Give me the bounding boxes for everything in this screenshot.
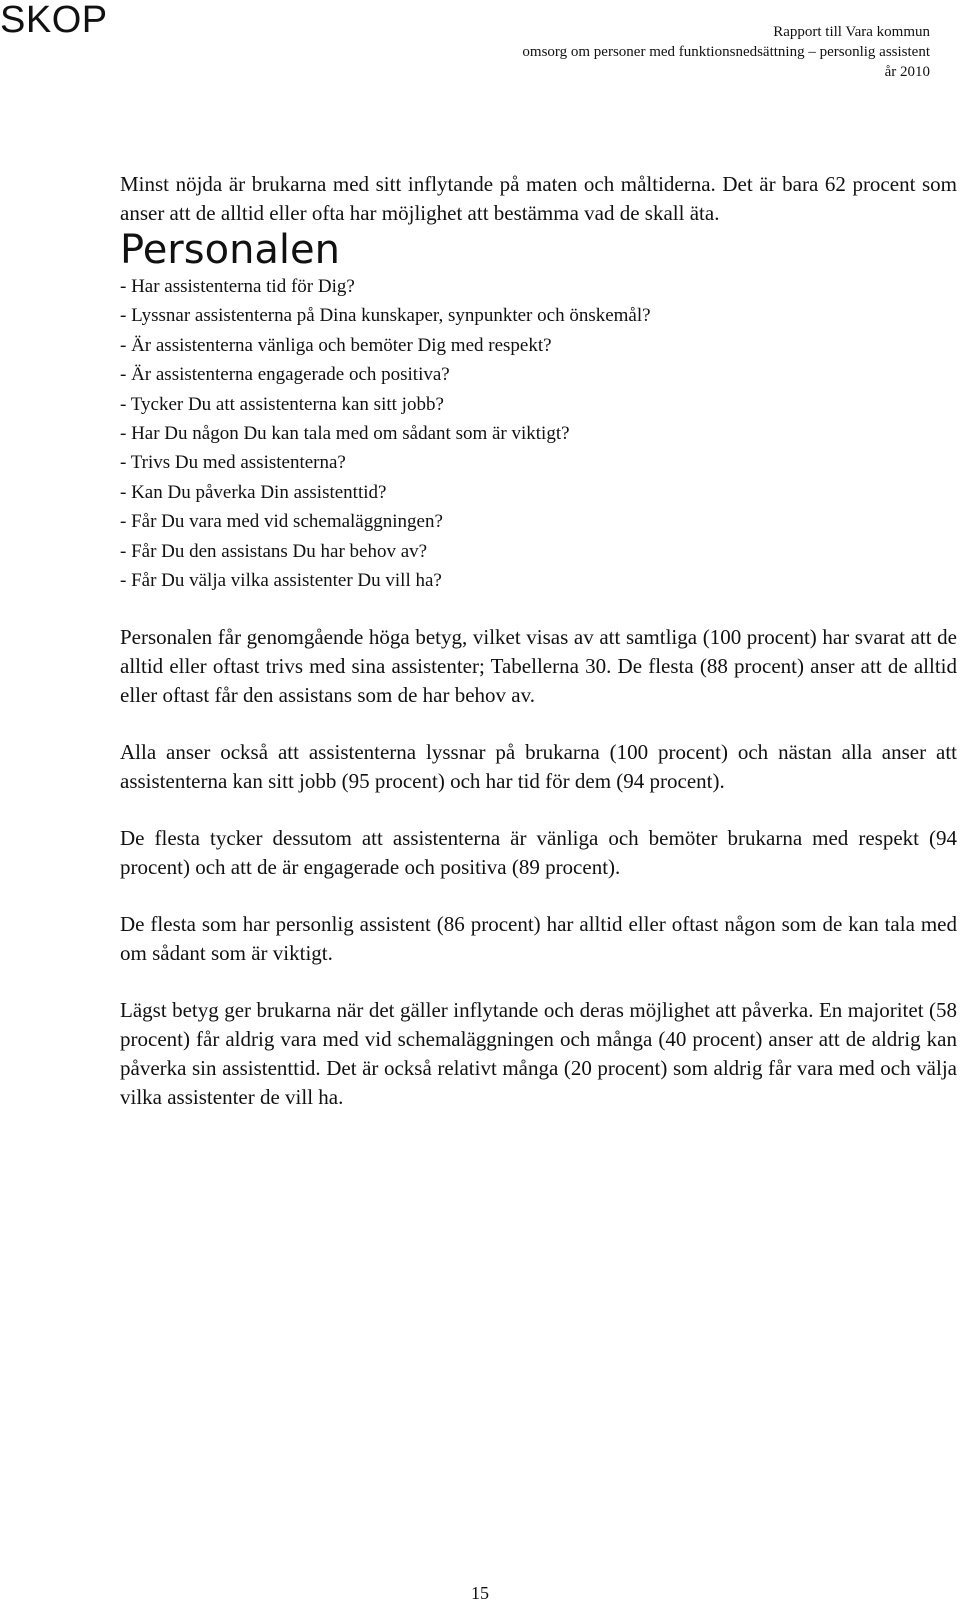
body-paragraph: Lägst betyg ger brukarna när det gäller inflytande och deras möjlighet att påverka. En majoritet (58 procent) får aldrig vara med vid schemaläggningen och många (40 procent) anser att de aldrig kan påverka sin assistenttid. Det är också relativt många (20 procent) som aldrig får vara med och välja vilka assistenter de vill ha. xyxy=(120,998,957,1110)
page-content xyxy=(120,170,957,1112)
question-item: - Är assistenterna engagerade och positiva? xyxy=(120,364,450,386)
header-report-subject: omsorg om personer med funktionsnedsättning – personlig assistent xyxy=(522,44,930,60)
question-item: - Får Du den assistans Du har behov av? xyxy=(120,540,428,562)
question-item: - Tycker Du att assistenterna kan sitt jobb? xyxy=(120,393,444,415)
report-header xyxy=(522,22,930,82)
skop-logo: SKOP xyxy=(0,0,108,41)
question-item: - Får Du vara med vid schemaläggningen? xyxy=(120,511,443,533)
question-item: - Får Du välja vilka assistenter Du vill ha? xyxy=(120,570,442,592)
question-item: - Lyssnar assistenterna på Dina kunskaper, synpunkter och önskemål? xyxy=(120,305,651,327)
question-item: - Kan Du påverka Din assistenttid? xyxy=(120,481,387,503)
question-list xyxy=(120,272,957,595)
section-heading: Personalen xyxy=(120,227,340,273)
question-item: - Trivs Du med assistenterna? xyxy=(120,452,346,474)
body-paragraph: De flesta tycker dessutom att assistenterna är vänliga och bemöter brukarna med respekt (94 procent) och att de är engagerade och positiva (89 procent). xyxy=(120,826,957,880)
body-paragraph: De flesta som har personlig assistent (86 procent) har alltid eller oftast någon som de kan tala med om sådant som är viktigt. xyxy=(120,912,957,966)
intro-paragraph: Minst nöjda är brukarna med sitt inflytande på maten och måltiderna. Det är bara 62 procent som anser att de alltid eller ofta har möjlighet att bestämma vad de skall äta. xyxy=(120,172,957,225)
body-paragraph: Alla anser också att assistenterna lyssnar på brukarna (100 procent) och nästan alla anser att assistenterna kan sitt jobb (95 procent) och har tid för dem (94 procent). xyxy=(120,740,957,794)
question-item: - Är assistenterna vänliga och bemöter Dig med respekt? xyxy=(120,334,552,356)
question-item: - Har Du någon Du kan tala med om sådant som är viktigt? xyxy=(120,423,570,445)
body-paragraph: Personalen får genomgående höga betyg, vilket visas av att samtliga (100 procent) har svarat att de alltid eller oftast trivs med sina assistenter; Tabellerna 30. De flesta (88 procent) anser att de alltid eller oftast får den assistans som de har behov av. xyxy=(120,625,957,708)
header-report-title: Rapport till Vara kommun xyxy=(773,24,930,40)
page-number: 15 xyxy=(471,1583,489,1603)
question-item: - Har assistenterna tid för Dig? xyxy=(120,276,355,297)
header-report-year: år 2010 xyxy=(884,64,930,80)
